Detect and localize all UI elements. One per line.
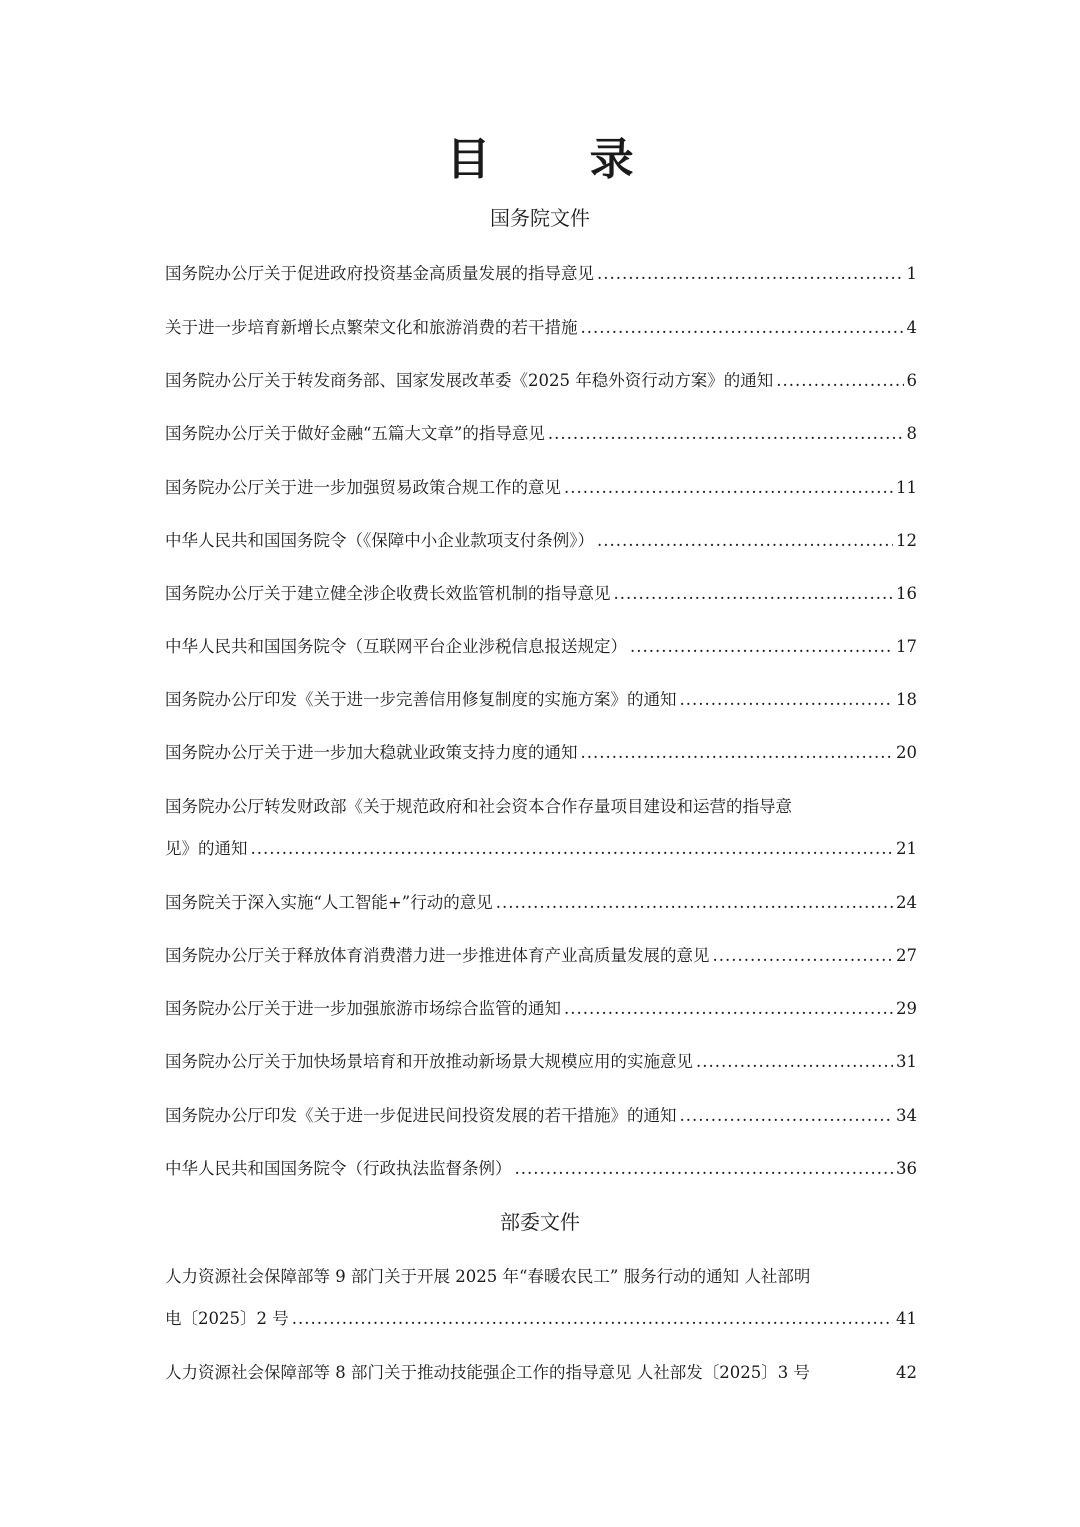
toc-entry-page-number: 12: [896, 531, 917, 550]
dot-leader: [713, 944, 894, 968]
toc-entry: [165, 944, 917, 968]
toc-entry-page-number: 4: [906, 318, 917, 337]
dot-leader: [548, 422, 904, 446]
toc-entry-line: [165, 262, 917, 286]
toc-entry-line: [165, 1050, 917, 1074]
toc-entry: [165, 476, 917, 500]
dot-leader: [564, 997, 893, 1021]
toc-entry-page-number: 41: [896, 1309, 917, 1328]
toc-entry: [165, 997, 917, 1021]
toc-entry-page-number: 8: [906, 424, 917, 443]
section-heading: 部委文件: [500, 1210, 580, 1234]
section-heading: 国务院文件: [490, 206, 590, 230]
toc-entry-page-number: 24: [896, 893, 917, 912]
dot-leader: [630, 635, 893, 659]
toc-entry-page-number: 11: [896, 478, 917, 497]
toc-entry: [165, 1265, 917, 1331]
toc-entry: [165, 1050, 917, 1074]
toc-entry: [165, 795, 917, 861]
toc-entry-line: [165, 1157, 917, 1181]
dot-leader: [614, 582, 894, 606]
toc-entry-title: 国务院办公厅关于建立健全涉企收费长效监管机制的指导意见: [165, 584, 611, 603]
dot-leader: [680, 688, 894, 712]
toc-entry-title: 人力资源社会保障部等 8 部门关于推动技能强企工作的指导意见 人社部发〔2025〕3 号: [165, 1363, 810, 1382]
toc-entry-title: 国务院办公厅关于进一步加大稳就业政策支持力度的通知: [165, 743, 578, 762]
toc-entry-title: 国务院办公厅关于转发商务部、国家发展改革委《2025 年稳外资行动方案》的通知: [165, 371, 774, 390]
toc-entry-title: 国务院办公厅印发《关于进一步促进民间投资发展的若干措施》的通知: [165, 1106, 677, 1125]
toc-entry-title: 国务院办公厅关于加快场景培育和开放推动新场景大规模应用的实施意见: [165, 1052, 693, 1071]
toc-entry-title: 国务院办公厅关于进一步加强旅游市场综合监管的通知: [165, 999, 561, 1018]
dot-leader: [680, 1104, 894, 1128]
toc-entry-line: [165, 891, 917, 915]
toc-entry: [165, 582, 917, 606]
toc-entry-page-number: 21: [896, 839, 917, 858]
dot-leader: [581, 316, 904, 340]
toc-entry-line: [165, 944, 917, 968]
toc-entry-line: [165, 369, 917, 393]
toc-entry: [165, 688, 917, 712]
dot-leader: [564, 476, 893, 500]
toc-entry-page-number: 31: [896, 1052, 917, 1071]
toc-entry-page-number: 6: [906, 371, 917, 390]
toc-entry-title: 国务院办公厅关于促进政府投资基金高质量发展的指导意见: [165, 264, 594, 283]
toc-entry-title-line1: 国务院办公厅转发财政部《关于规范政府和社会资本合作存量项目建设和运营的指导意: [165, 797, 792, 816]
dot-leader: [597, 529, 893, 553]
toc-entry: [165, 316, 917, 340]
toc-entry-page-number: 42: [896, 1363, 917, 1382]
dot-leader: [696, 1050, 893, 1074]
dot-leader: [292, 1307, 893, 1331]
toc-entry-page-number: 27: [896, 946, 917, 965]
toc-entry-line: [165, 1104, 917, 1128]
toc-entry: [165, 891, 917, 915]
toc-entry-page-number: 20: [896, 743, 917, 762]
toc-entry-title: 国务院关于深入实施“人工智能+”行动的意见: [165, 893, 493, 912]
toc-entry-title-line1: 人力资源社会保障部等 9 部门关于开展 2025 年“春暖农民工” 服务行动的通知 人社部明: [165, 1267, 811, 1286]
toc-entry-line: [165, 476, 917, 500]
toc-entry-page-number: 29: [896, 999, 917, 1018]
toc-entry-line: [165, 529, 917, 553]
toc-entry: [165, 741, 917, 765]
dot-leader: [515, 1157, 894, 1181]
toc-entry-title: 中华人民共和国国务院令（《保障中小企业款项支付条例》）: [165, 531, 594, 550]
toc-entry-page-number: 36: [896, 1159, 917, 1178]
dot-leader: [581, 741, 894, 765]
dot-leader: [496, 891, 893, 915]
toc-entry-page-number: 1: [906, 264, 917, 283]
toc-entry-title: 中华人民共和国国务院令（互联网平台企业涉税信息报送规定）: [165, 637, 627, 656]
toc-entry-line: [165, 582, 917, 606]
toc-entry-line: [165, 422, 917, 446]
toc-entry-page-number: 17: [896, 637, 917, 656]
toc-entry-title: 中华人民共和国国务院令（行政执法监督条例）: [165, 1159, 512, 1178]
toc-entry-line: [165, 1307, 917, 1331]
toc-entry-line: [165, 837, 917, 861]
toc-entry-page-number: 18: [896, 690, 917, 709]
toc-entry-title: 国务院办公厅关于释放体育消费潜力进一步推进体育产业高质量发展的意见: [165, 946, 710, 965]
toc-entry: [165, 635, 917, 659]
toc-entry: [165, 529, 917, 553]
toc-entry-line: [165, 635, 917, 659]
toc-entry-title: 国务院办公厅印发《关于进一步完善信用修复制度的实施方案》的通知: [165, 690, 677, 709]
toc-entry-page-number: 16: [896, 584, 917, 603]
toc-entry: [165, 1104, 917, 1128]
toc-entry-title: 国务院办公厅关于进一步加强贸易政策合规工作的意见: [165, 478, 561, 497]
toc-entry-title: 国务院办公厅关于做好金融“五篇大文章”的指导意见: [165, 424, 545, 443]
toc-entry: [165, 1157, 917, 1181]
toc-entry-title: 电〔2025〕2 号: [165, 1309, 289, 1328]
toc-entry-line: [165, 1361, 917, 1385]
page-title: 目 录: [446, 134, 676, 185]
toc-entry: [165, 1361, 917, 1385]
dot-leader: [597, 262, 904, 286]
toc-entry: [165, 262, 917, 286]
toc-entry-line: [165, 741, 917, 765]
dot-leader: [776, 369, 903, 393]
toc-entry-line: [165, 688, 917, 712]
toc-entry: [165, 369, 917, 393]
toc-entry-title: 见》的通知: [165, 839, 248, 858]
toc-entry-line: [165, 997, 917, 1021]
toc-entry-title: 关于进一步培育新增长点繁荣文化和旅游消费的若干措施: [165, 318, 578, 337]
toc-entry: [165, 422, 917, 446]
toc-entry-page-number: 34: [896, 1106, 917, 1125]
dot-leader: [251, 837, 894, 861]
toc-entry-line: [165, 316, 917, 340]
